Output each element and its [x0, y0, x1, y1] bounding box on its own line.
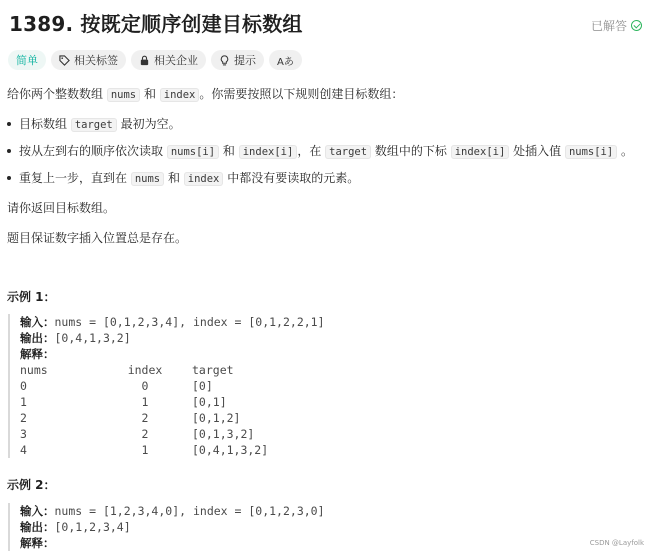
- table-row: 0 0 [0]: [20, 379, 213, 393]
- problem-title: 1389. 按既定顺序创建目标数组: [9, 12, 303, 36]
- translate-button[interactable]: [269, 50, 302, 70]
- return-statement: 请你返回目标数组。: [7, 201, 116, 215]
- example-2-heading: 示例 2：: [7, 478, 56, 492]
- tag-bar: [8, 50, 302, 70]
- table-row: 4 1 [0,4,1,3,2]: [20, 443, 269, 457]
- example-2-block: 输入：nums = [1,2,3,4,0], index = [0,1,2,3,0] 输出：[0,1,2,3,4] 解释：: [8, 503, 628, 551]
- example-1-block: 输入：nums = [0,1,2,3,4], index = [0,1,2,2,1] 输出：[0,4,1,3,2] 解释： nums index target 0 0 [0] 1 1 [0,1] 2 2 [0,1,2] 3 2 [0,1,3,2] 4 1 [0,4,1,3,2]: [8, 314, 628, 458]
- watermark: CSDN @Layfolk: [589, 539, 644, 547]
- table-row: 2 2 [0,1,2]: [20, 411, 241, 425]
- example-1-heading: 示例 1：: [7, 290, 56, 304]
- lock-icon: [139, 55, 150, 66]
- translate-icon: Aあ: [277, 56, 294, 68]
- difficulty-tag[interactable]: 简单: [8, 50, 46, 70]
- table-row: 3 2 [0,1,3,2]: [20, 427, 255, 441]
- table-header: nums index target: [20, 363, 234, 377]
- rule-item: 目标数组 target 最初为空。: [7, 115, 181, 132]
- lightbulb-icon: [219, 55, 230, 66]
- solved-status: [591, 17, 642, 34]
- tag-icon: [59, 55, 70, 66]
- related-tags-button[interactable]: 相关标签: [51, 50, 126, 70]
- rule-item: 按从左到右的顺序依次读取 nums[i] 和 index[i] ，在 target 数组中的下标 index[i] 处插入值 nums[i] 。: [7, 142, 633, 159]
- rule-item: 重复上一步，直到在 nums 和 index 中都没有要读取的元素。: [7, 169, 359, 186]
- description-intro: 给你两个整数数组 nums 和 index 。你需要按照以下规则创建目标数组：: [7, 87, 404, 101]
- table-row: 1 1 [0,1]: [20, 395, 227, 409]
- related-companies-button[interactable]: 相关企业: [131, 50, 206, 70]
- check-circle-icon: [631, 20, 642, 31]
- guarantee-statement: 题目保证数字插入位置总是存在。: [7, 231, 188, 245]
- hint-button[interactable]: 提示: [211, 50, 264, 70]
- solved-status-label: 已解答: [590, 19, 627, 33]
